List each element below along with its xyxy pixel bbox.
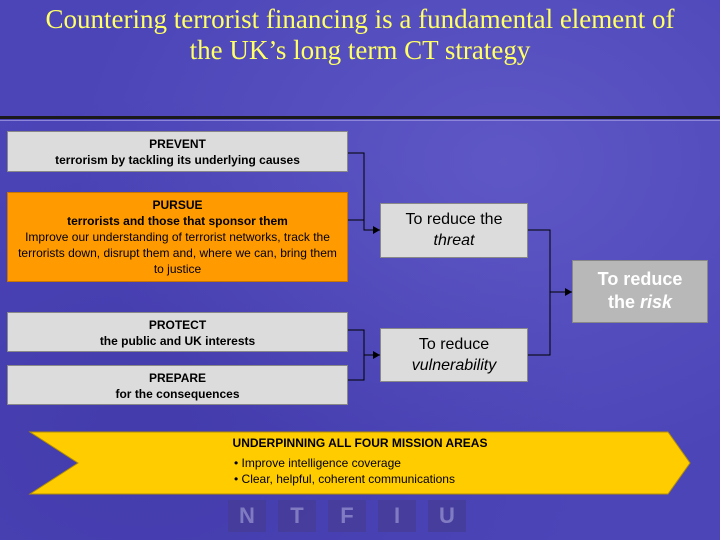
- prevent-subheading: terrorism by tackling its underlying causes: [55, 153, 300, 167]
- prepare-heading: PREPARE: [148, 371, 207, 385]
- connector-prevent-pursue: [348, 153, 380, 230]
- logo-tile-n: N: [228, 500, 266, 532]
- threat-line: To reduce the: [405, 211, 503, 228]
- vulnerability-box: [380, 328, 528, 382]
- protect-subheading: the public and UK interests: [99, 334, 256, 348]
- protect-box: [7, 312, 348, 352]
- prevent-heading: PREVENT: [149, 137, 206, 151]
- connector-threat-vuln: [528, 230, 550, 355]
- vulnerability-line: To reduce: [418, 336, 490, 353]
- prepare-subheading: for the consequences: [115, 387, 240, 401]
- logo-tile-i: I: [378, 500, 416, 532]
- underpinning-heading: UNDERPINNING ALL FOUR MISSION AREAS: [232, 436, 488, 450]
- logo-tile-u: U: [428, 500, 466, 532]
- risk-line2: the: [607, 292, 635, 312]
- arrowhead-threat: [373, 226, 380, 234]
- pursue-description: Improve our understanding of terrorist networks, track the terrorists down, disrupt them and, where we can, bring them to justice: [18, 230, 337, 276]
- logo-tile-t: T: [278, 500, 316, 532]
- logo-tile-f: F: [328, 500, 366, 532]
- threat-emphasis: threat: [433, 232, 475, 249]
- risk-line1: To reduce: [597, 269, 683, 289]
- connector-protect-prepare: [348, 330, 364, 380]
- pursue-heading: PURSUE: [152, 198, 203, 212]
- risk-box: [572, 260, 708, 323]
- pursue-subheading: terrorists and those that sponsor them: [67, 214, 288, 228]
- arrowhead-vulnerability: [373, 351, 380, 359]
- prepare-box: [7, 365, 348, 405]
- underpinning-bullets: [234, 455, 455, 487]
- bullet-communications: • Clear, helpful, coherent communications: [234, 472, 455, 486]
- threat-box: [380, 203, 528, 258]
- vulnerability-emphasis: vulnerability: [411, 357, 497, 374]
- pursue-box: [7, 192, 348, 282]
- arrowhead-risk: [565, 288, 572, 296]
- prevent-box: [7, 131, 348, 172]
- risk-emphasis: risk: [639, 292, 673, 312]
- bullet-intelligence: • Improve intelligence coverage: [234, 456, 401, 470]
- protect-heading: PROTECT: [148, 318, 207, 332]
- slide-title: Countering terrorist financing is a fundamental element of the UK’s long term CT strategy: [45, 4, 675, 65]
